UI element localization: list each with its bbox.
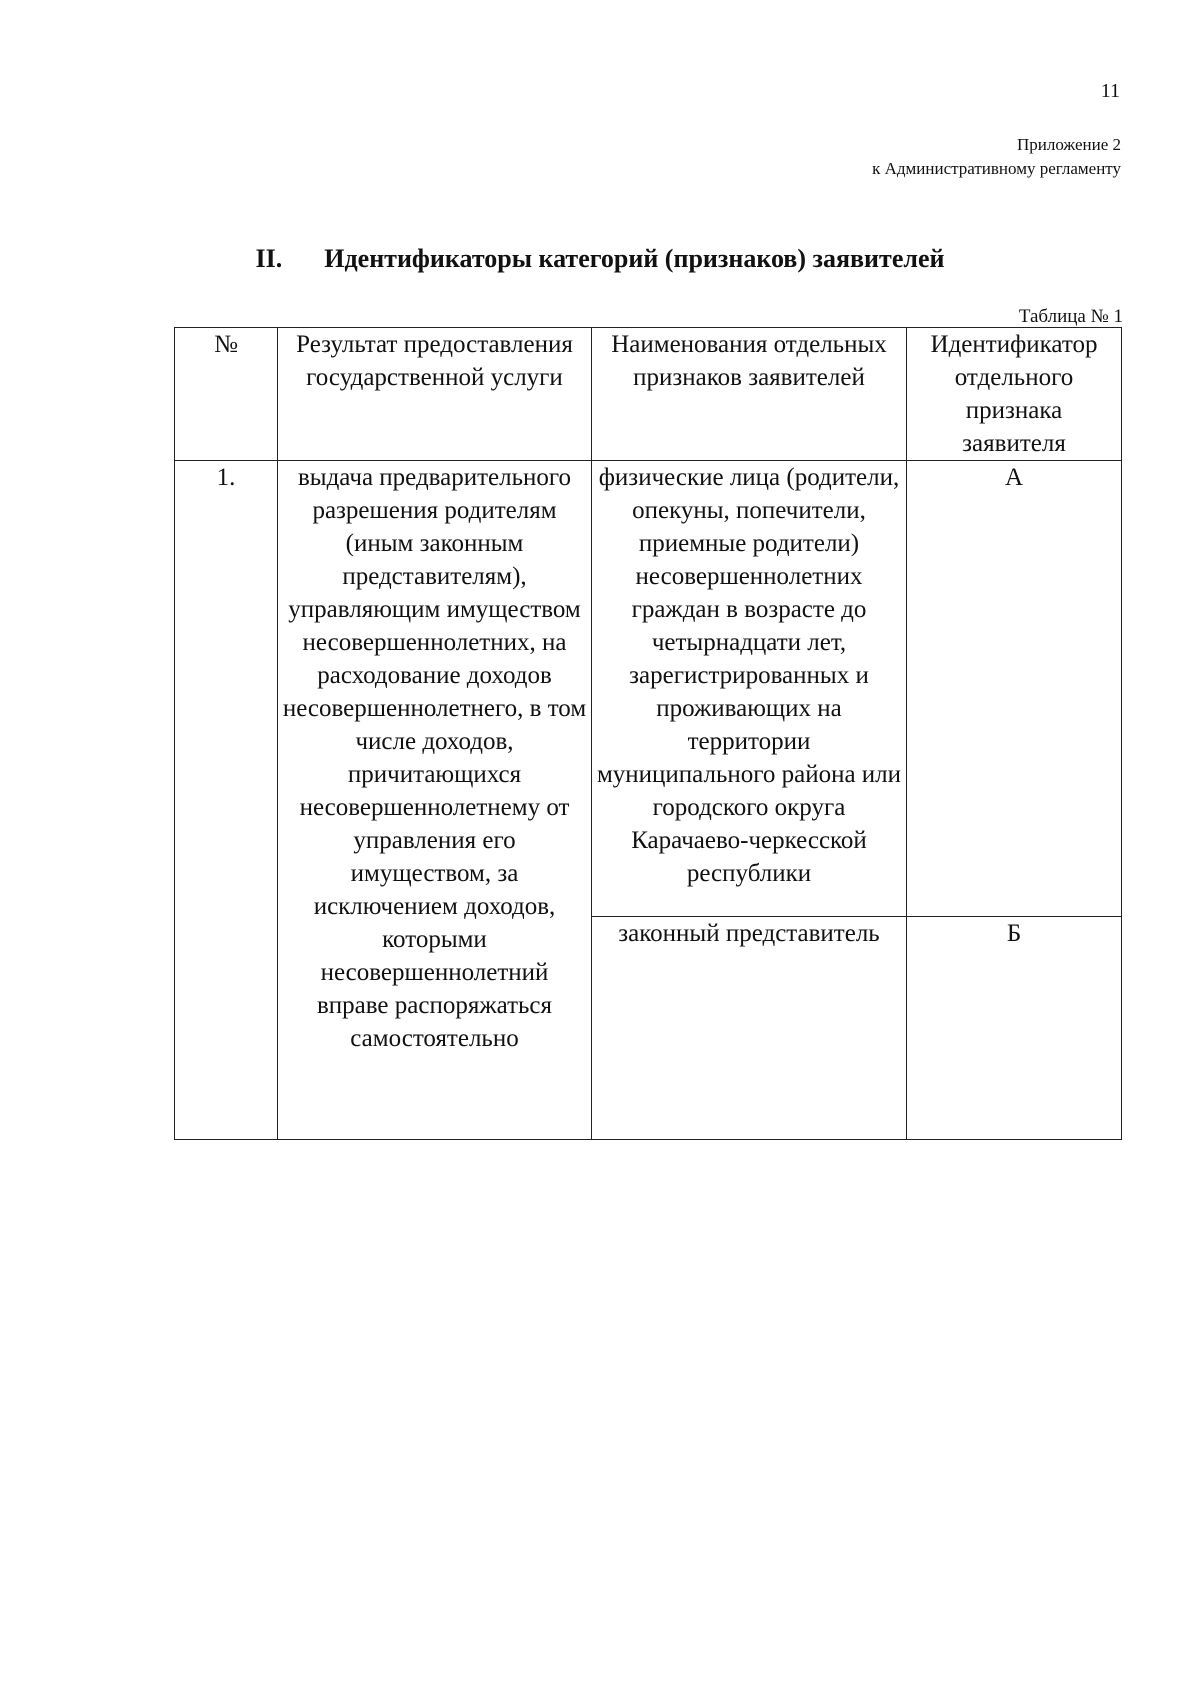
applicant-feature-name: физические лица (родители, опекуны, попечители, приемные родители) несовершеннолетних граждан в возрасте до четырнадцати лет, зарегистрированных и проживающих на территории муниципального района или городского округа Карачаево-черкесской республики	[592, 461, 907, 917]
table-header-row	[175, 328, 1122, 461]
header-applicant-features: Наименования отдельных признаков заявителей	[592, 328, 907, 461]
section-title: Идентификаторы категорий (признаков) заявителей	[324, 244, 945, 273]
section-number: II.	[255, 244, 283, 273]
identifiers-table	[174, 327, 1122, 1140]
header-number: №	[175, 328, 278, 461]
applicant-feature-id: А	[907, 461, 1122, 917]
service-result: выдача предварительного разрешения родителям (иным законным представителям), управляющим имуществом несовершеннолетних, на расходование доходов несовершеннолетнего, в том числе доходов, причитающихся несовершеннолетнему от управления его имуществом, за исключением доходов, которыми несовершеннолетний вправе распоряжаться самостоятельно	[278, 461, 592, 1140]
applicant-feature-id: Б	[907, 917, 1122, 1140]
page-number: 11	[1100, 80, 1120, 102]
header-result: Результат предоставления государственной услуги	[278, 328, 592, 461]
header-feature-identifier: Идентификатор отдельного признака заявителя	[907, 328, 1122, 461]
appendix-line-1: Приложение 2	[1017, 135, 1121, 154]
table-label: Таблица № 1	[1018, 306, 1123, 327]
appendix-line-2: к Административному регламенту	[872, 159, 1121, 178]
table-row	[175, 461, 1122, 917]
document-title	[0, 244, 1200, 274]
appendix-note	[872, 133, 1121, 181]
row-number: 1.	[175, 461, 278, 1140]
applicant-feature-name: законный представитель	[592, 917, 907, 1140]
